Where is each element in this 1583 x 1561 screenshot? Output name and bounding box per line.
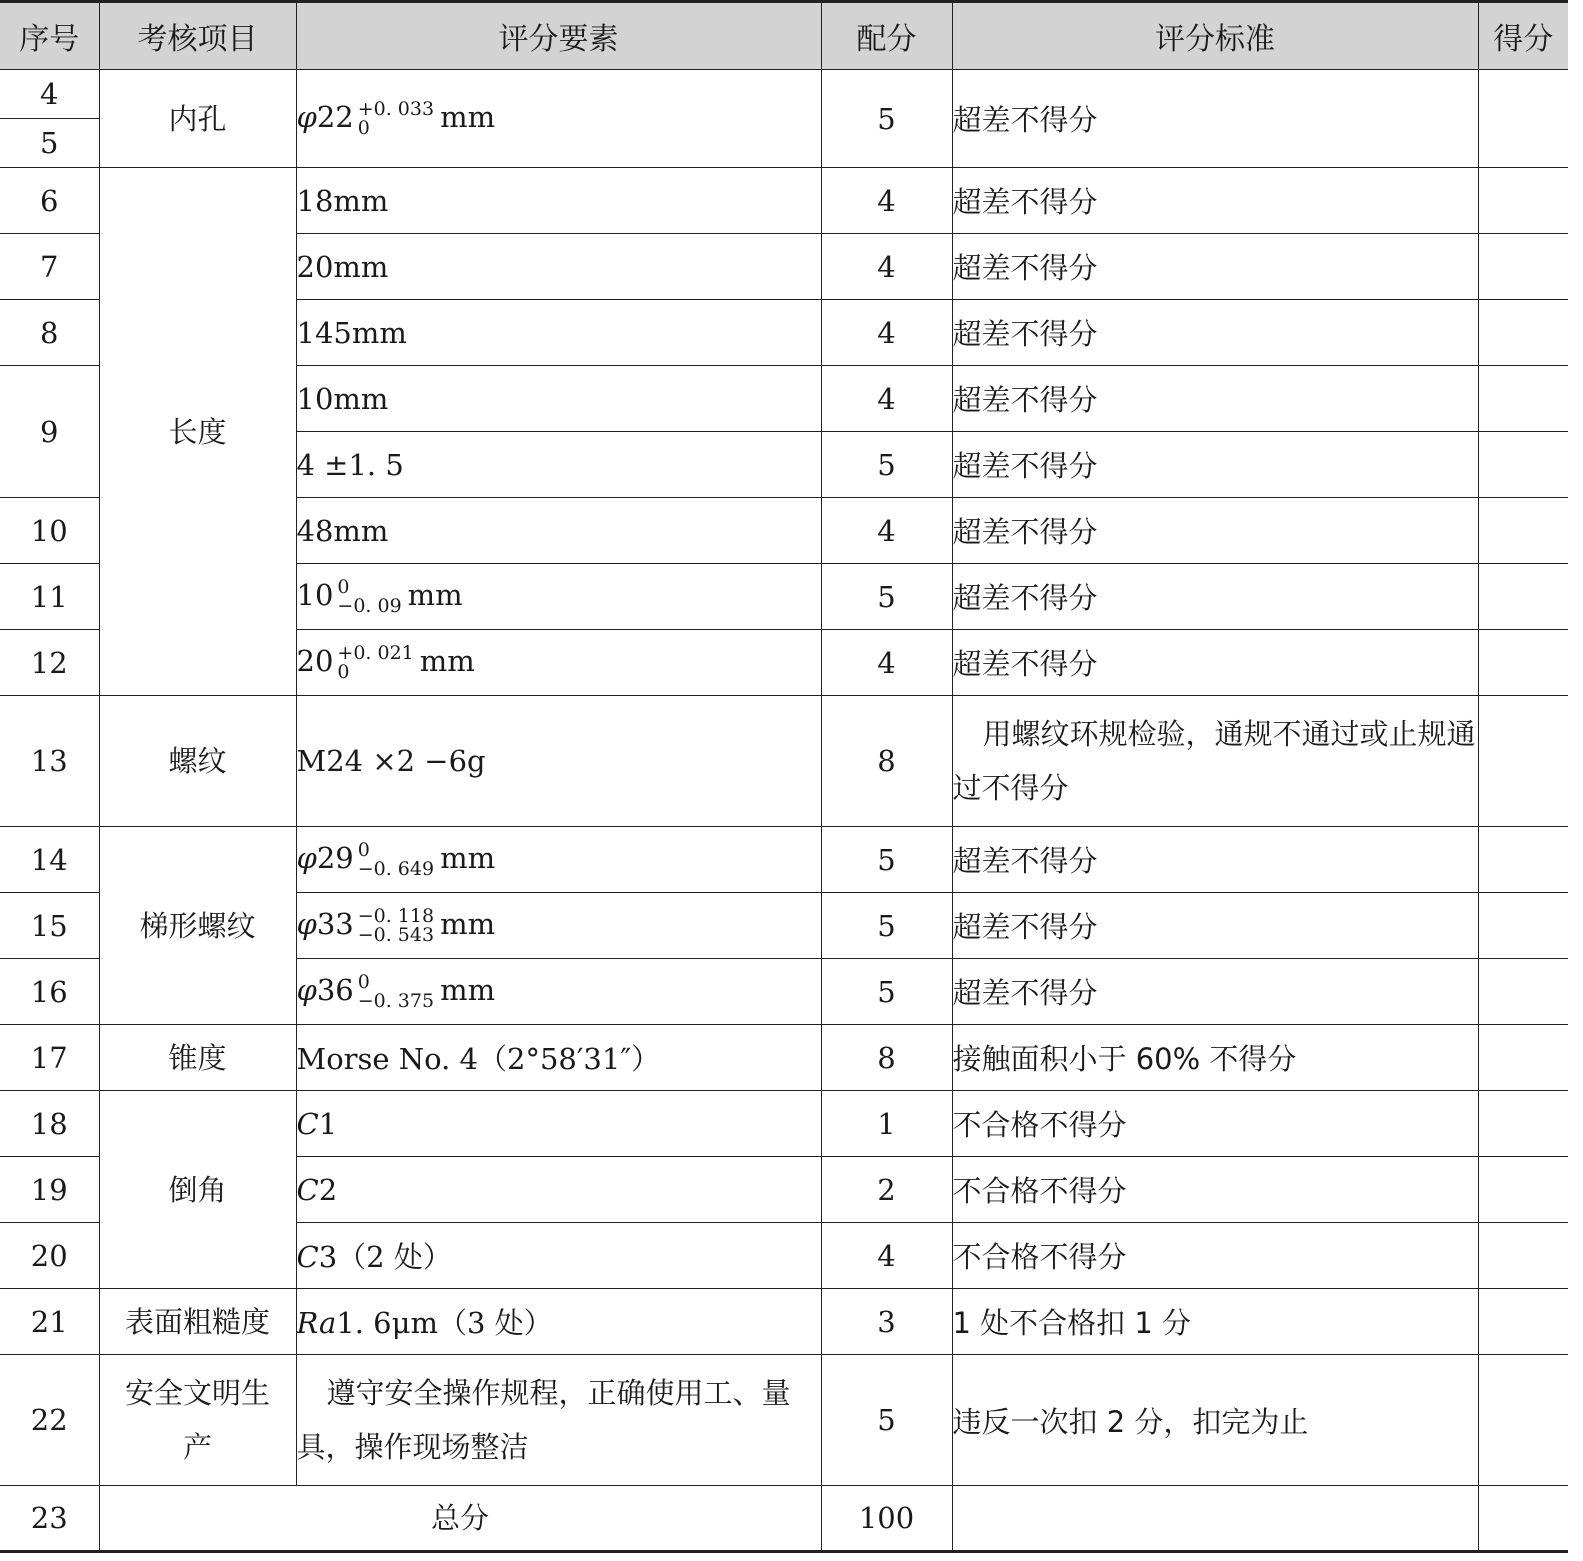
row-no: 9 [0,366,99,498]
header-row [0,2,1568,70]
scoring-element: φ33 −0. 118 −0. 543 mm [296,893,821,959]
scoring-element: C2 [296,1157,821,1223]
row-no: 19 [0,1157,99,1223]
score-cell [1478,432,1568,498]
score-cell [1478,168,1568,234]
total-points: 100 [821,1486,952,1552]
points: 5 [821,70,952,168]
points: 5 [821,432,952,498]
standard: 不合格不得分 [952,1157,1478,1223]
scoring-element: Ra1. 6μm（3 处） [296,1289,821,1355]
item-name: 长度 [99,168,296,696]
standard: 超差不得分 [952,432,1478,498]
scoring-element: 遵守安全操作规程，正确使用工、量具，操作现场整洁 [296,1355,821,1486]
standard: 超差不得分 [952,70,1478,168]
item-name: 梯形螺纹 [99,827,296,1025]
scoring-element: M24 ×2 −6g [296,696,821,827]
tolerance: 0 −0. 09 [337,575,402,617]
score-cell [1478,1157,1568,1223]
standard: 违反一次扣 2 分，扣完为止 [952,1355,1478,1486]
score-cell [1478,564,1568,630]
header-standard: 评分标准 [952,2,1478,70]
row-no: 10 [0,498,99,564]
points: 4 [821,300,952,366]
points: 5 [821,893,952,959]
points: 3 [821,1289,952,1355]
score-cell [1478,366,1568,432]
row-no: 17 [0,1025,99,1091]
scoring-element: φ22 +0. 033 0 mm [296,70,821,168]
table-row [0,827,1568,893]
score-cell [1478,827,1568,893]
points: 4 [821,168,952,234]
scoring-element: C3（2 处） [296,1223,821,1289]
points: 2 [821,1157,952,1223]
points: 4 [821,498,952,564]
item-name: 表面粗糙度 [99,1289,296,1355]
row-no: 21 [0,1289,99,1355]
scoring-element: 20 +0. 021 0 mm [296,630,821,696]
points: 8 [821,1025,952,1091]
item-name: 螺纹 [99,696,296,827]
header-points: 配分 [821,2,952,70]
points: 4 [821,1223,952,1289]
row-no: 23 [0,1486,99,1552]
table-row [0,168,1568,234]
tolerance: +0. 033 0 [357,97,435,139]
score-cell [1478,696,1568,827]
standard: 不合格不得分 [952,1091,1478,1157]
row-no: 6 [0,168,99,234]
score-cell [1478,1091,1568,1157]
score-cell [1478,1355,1568,1486]
scoring-element: C1 [296,1091,821,1157]
score-cell [1478,1025,1568,1091]
score-cell [1478,300,1568,366]
standard: 超差不得分 [952,168,1478,234]
standard: 超差不得分 [952,300,1478,366]
scoring-element: 10 0 −0. 09 mm [296,564,821,630]
points: 4 [821,366,952,432]
score-cell [1478,959,1568,1025]
item-name: 倒角 [99,1091,296,1289]
row-no: 15 [0,893,99,959]
row-no: 22 [0,1355,99,1486]
row-no: 5 [0,119,99,168]
tolerance: 0 −0. 375 [357,970,435,1012]
score-cell [1478,893,1568,959]
tolerance: 0 −0. 649 [357,838,435,880]
standard: 超差不得分 [952,366,1478,432]
points: 5 [821,564,952,630]
score-cell [1478,70,1568,168]
points: 4 [821,630,952,696]
scoring-element: φ36 0 −0. 375 mm [296,959,821,1025]
row-no: 14 [0,827,99,893]
item-name: 锥度 [99,1025,296,1091]
header-element: 评分要素 [296,2,821,70]
standard [952,1486,1478,1552]
scoring-element: 48mm [296,498,821,564]
header-item: 考核项目 [99,2,296,70]
points: 5 [821,1355,952,1486]
standard: 接触面积小于 60% 不得分 [952,1025,1478,1091]
score-cell [1478,1223,1568,1289]
table-row [0,1355,1568,1486]
points: 5 [821,959,952,1025]
table-row [0,70,1568,119]
scoring-element: Morse No. 4（2°58′31″） [296,1025,821,1091]
standard: 超差不得分 [952,498,1478,564]
points: 4 [821,234,952,300]
points: 1 [821,1091,952,1157]
scoring-element: 18mm [296,168,821,234]
row-no: 18 [0,1091,99,1157]
table-row [0,1091,1568,1157]
score-cell [1478,498,1568,564]
row-no: 4 [0,70,99,119]
score-cell [1478,1486,1568,1552]
tolerance: +0. 021 0 [337,641,414,683]
scoring-element: 4 ±1. 5 [296,432,821,498]
scoring-element: 10mm [296,366,821,432]
header-score: 得分 [1478,2,1568,70]
tolerance: −0. 118 −0. 543 [357,904,435,946]
standard: 不合格不得分 [952,1223,1478,1289]
points: 5 [821,827,952,893]
scoring-element: 145mm [296,300,821,366]
row-no: 20 [0,1223,99,1289]
row-no: 13 [0,696,99,827]
scoring-element: 20mm [296,234,821,300]
table-row [0,1025,1568,1091]
standard: 用螺纹环规检验，通规不通过或止规通过不得分 [952,696,1478,827]
score-cell [1478,234,1568,300]
points: 8 [821,696,952,827]
standard: 1 处不合格扣 1 分 [952,1289,1478,1355]
total-row [0,1486,1568,1552]
scoring-element: φ29 0 −0. 649 mm [296,827,821,893]
row-no: 16 [0,959,99,1025]
row-no: 11 [0,564,99,630]
row-no: 7 [0,234,99,300]
row-no: 8 [0,300,99,366]
total-label: 总分 [99,1486,821,1552]
standard: 超差不得分 [952,827,1478,893]
standard: 超差不得分 [952,959,1478,1025]
table-row [0,1289,1568,1355]
score-cell [1478,1289,1568,1355]
standard: 超差不得分 [952,893,1478,959]
table-row [0,696,1568,827]
item-name: 安全文明生产 [99,1355,296,1486]
standard: 超差不得分 [952,234,1478,300]
row-no: 12 [0,630,99,696]
standard: 超差不得分 [952,564,1478,630]
header-no: 序号 [0,2,99,70]
standard: 超差不得分 [952,630,1478,696]
item-name: 内孔 [99,70,296,168]
score-cell [1478,630,1568,696]
